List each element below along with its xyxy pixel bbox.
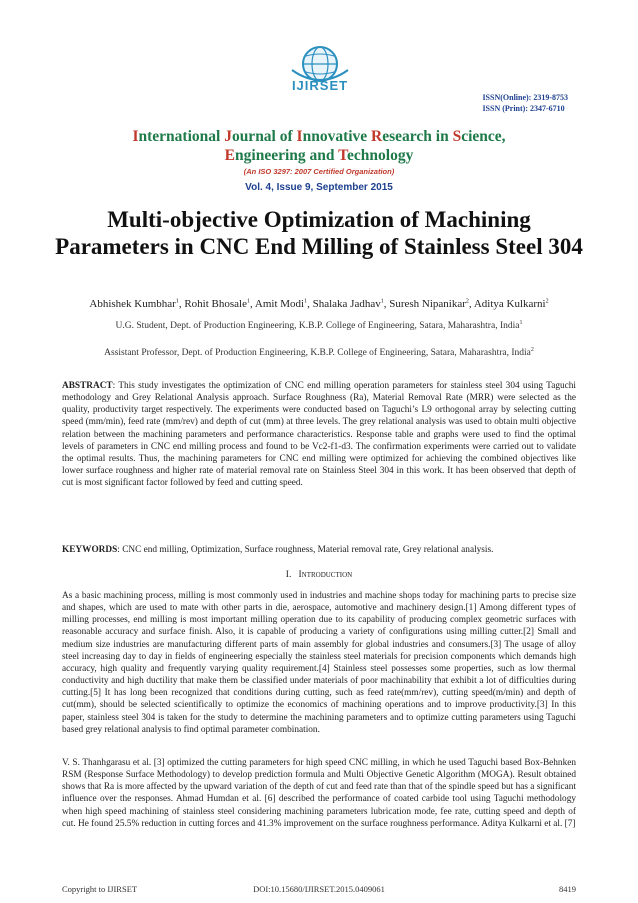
author: Shalaka Jadhav: [312, 298, 381, 310]
author-list: Abhishek Kumbhar$^1$, Rohit Bhosale$^1$, Amit Modi$^1$, Shalaka Jadhav$^1$, Suresh Nipanikar$^2$, Aditya Kulkarni$^2$: [89, 298, 549, 310]
keywords: [62, 544, 576, 556]
intro-paragraph-2: V. S. Thanhgarasu et al. [3] optimized the cutting parameters for high speed CNC milling, in which he used Taguchi based Box-Behnken RSM (Response Surface Methodology) to develop prediction formula and Multi Objective Genetic Algorithm (MOGA). Result obtained shows that Ra is more affected by the upward variation of the depth of cut and feed rate than that of the spindle speed but has a significant influence over the responses. Ahmad Humdan et al. [6] described the performance of coated carbide tool using Taguchi methodology when high speed machining of stainless steel considering machining parameters lubrication mode, fee rate, cutting speed and depth of cut. He found 25.5% reduction in cutting forces and 41.3% improvement on the surface roughness performance. Aditya Kulkarni et al. [7]: [62, 758, 576, 829]
abstract-label: ABSTRACT: [62, 381, 113, 391]
affiliation-2: Assistant Professor, Dept. of Production Engineering, K.B.P. College of Engineering, Satara, Maharashtra, India$^2$: [104, 347, 534, 359]
journal-name: [60, 127, 578, 165]
keywords-label: KEYWORDS: [62, 545, 118, 555]
iso-certification: (An ISO 3297: 2007 Certified Organization): [243, 167, 395, 176]
author: Amit Modi: [254, 298, 305, 310]
author: Rohit Bhosale: [184, 298, 247, 310]
footer-copyright: Copyright to IJIRSET: [62, 884, 138, 894]
abstract-text: : This study investigates the optimization of CNC end milling operation parameters for stainless steel 304 using Taguchi methodology and Grey Relational Analysis approach. Surface Roughness (Ra), Material Removal Rate (MRR) were selected as the quality, productivity target respectively. The experiments were conducted based on Taguchi’s L9 orthogonal array by selecting cutting speed (mm/min), feed rate (mm/rev) and depth of cut (mm) at three levels. The grey relational analysis was used to obtain multi objective relation between the machining parameters and performance characteristics. Response table and graphs were used to find the optimal levels of parameters in CNC end milling process and found to be Vc2-f1-d3. The confirmation experiments were carried out to validate the optimal results. Thus, the machining parameters for CNC end milling were optimized for achieving the combined objectives like lower surface roughness and higher rate of material removal rate on Stainless Steel 304 in this work. It has been observed that depth of cut is most significant factor followed by feed and cutting speed.: [62, 381, 576, 489]
paper-title: Multi-objective Optimization of Machining Parameters in CNC End Milling of Stainless Steel 304: [55, 207, 583, 259]
issn-print: ISSN (Print): 2347-6710: [482, 104, 565, 113]
intro-paragraph-1: As a basic machining process, milling is most commonly used in industries and machine shops today for machining parts to precise size and shapes, which are used to mate with other parts in die, aerospace, automotive and machinery design.[1] Among different types of milling processes, end milling is most important milling operation due to its capability of producing complex geometric surfaces with reasonable accuracy and surface finish. Also, it is capable of producing a variety of configurations using milling cutter.[2] Small and medium size industries are manufacturing different parts of main assembly for global industries and consumers.[3] The usage of alloy steel increasing day to day in fields of engineering especially the stainless steel materials for precision components which demands high accuracy, high quality and frequently varying quality requirement.[4] Stainless steel possesses some properties, such as low thermal conductivity and high ductility that make them be classified under materials of poor machinability that exhibit a lot of difficulties during cutting.[5] It has long been recognized that conditions during cutting, such as feed rate(mm/rev), cutting speed(m/min) and depth of cut(mm), should be selected scientifically to optimize the economics of machining operations and to improve productivity.[3] In this paper, stainless steel 304 is taken for the study to determine the machining parameters and to optimize cutting parameters using Taguchi based grey relational analysis to find optimal parameter combination.: [62, 591, 576, 735]
keywords-text: : CNC end milling, Optimization, Surface roughness, Material removal rate, Grey relational analysis.: [117, 545, 494, 555]
section-heading: [62, 570, 576, 580]
author: Aditya Kulkarni: [473, 298, 546, 310]
issn-online: ISSN(Online): 2319-8753: [482, 93, 568, 102]
author: Abhishek Kumbhar: [89, 298, 176, 310]
logo-text: IJIRSET: [291, 78, 349, 93]
journal-name-line1: International Journal of Innovative Research in Science,: [132, 128, 506, 145]
issn-block: [482, 92, 568, 114]
volume-issue: Vol. 4, Issue 9, September 2015: [245, 182, 393, 193]
footer-page-number: 8419: [559, 884, 576, 894]
section-number: I.: [285, 570, 292, 580]
journal-logo: [272, 44, 368, 106]
section-title: Introduction: [298, 570, 353, 580]
journal-name-line2: Engineering and Technology: [224, 147, 414, 164]
affiliation-1: U.G. Student, Dept. of Production Engineering, K.B.P. College of Engineering, Satara, Maharashtra, India$^1$: [115, 320, 523, 332]
author: Suresh Nipanikar: [389, 298, 466, 310]
abstract: [62, 380, 576, 489]
footer-doi: DOI:10.15680/IJIRSET.2015.0409061: [253, 884, 385, 894]
